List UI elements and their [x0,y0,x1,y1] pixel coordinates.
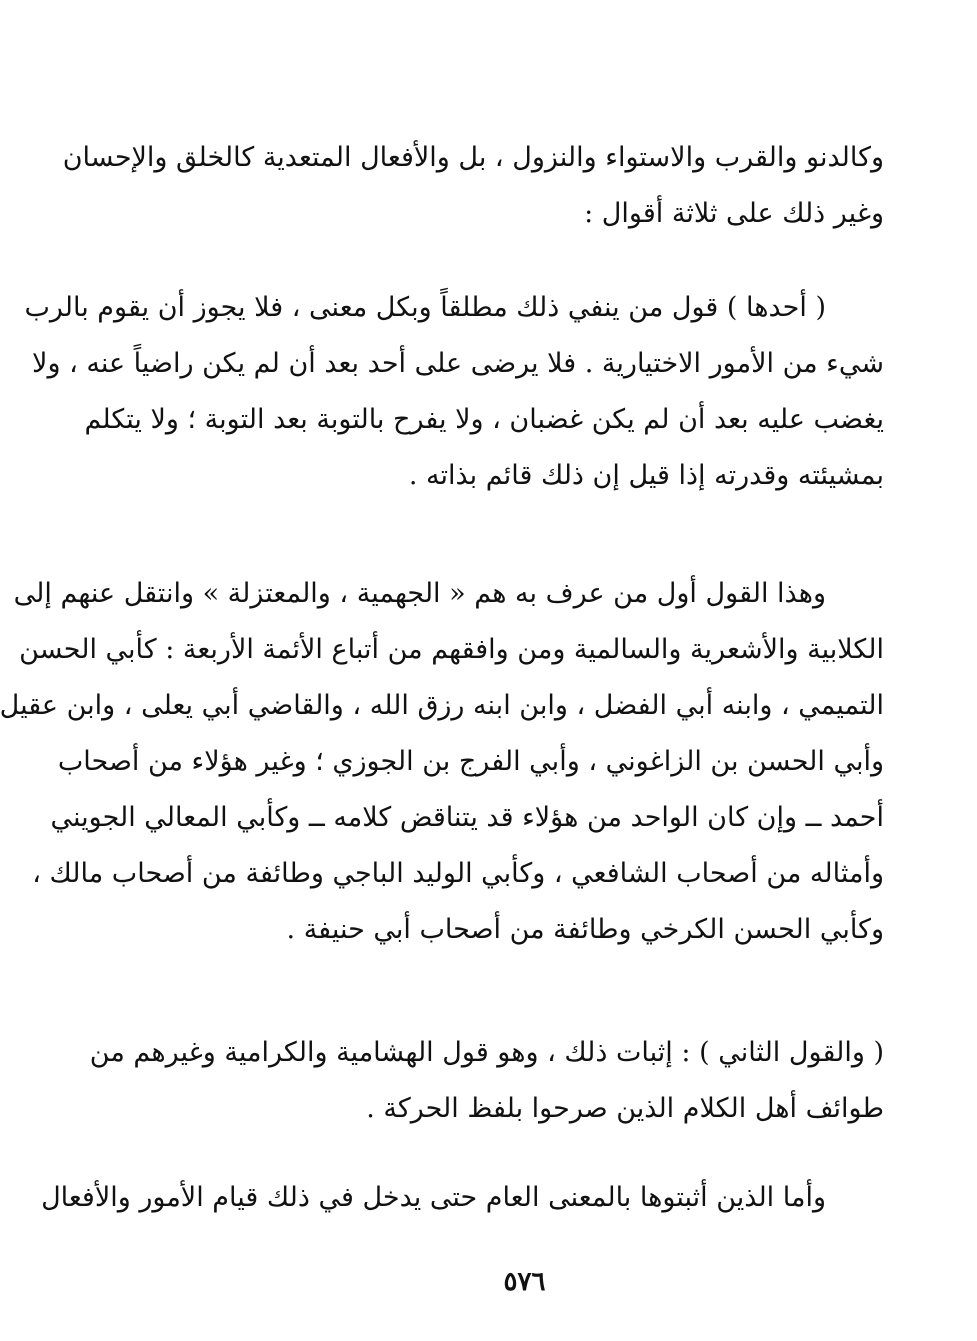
paragraph-2 [24,280,884,504]
text-line: وغير ذلك على ثلاثة أقوال : [584,198,884,229]
text-line: ( أحدها ) قول من ينفي ذلك مطلقاً وبكل معنى ، فلا يجوز أن يقوم بالرب [24,292,826,323]
text-line: ( والقول الثاني ) : إثبات ذلك ، وهو قول الهشامية والكرامية وغيرهم من [89,1037,884,1068]
text-line: طوائف أهل الكلام الذين صرحوا بلفظ الحركة . [366,1093,884,1124]
text-line: بمشيئته وقدرته إذا قيل إن ذلك قائم بذاته . [408,460,884,491]
paragraph-5 [41,1170,884,1226]
text-line: شيء من الأمور الاختيارية . فلا يرضى على أحد بعد أن لم يكن راضياً عنه ، ولا [32,348,884,379]
text-line: وهذا القول أول من عرف به هم « الجهمية ، والمعتزلة » وانتقل عنهم إلى [13,578,826,609]
text-line: أحمد ــ وإن كان الواحد من هؤلاء قد يتناقض كلامه ــ وكأبي المعالي الجويني [50,802,884,833]
text-line: وأما الذين أثبتوها بالمعنى العام حتى يدخل في ذلك قيام الأمور والأفعال [41,1182,826,1213]
page-number: ٥٧٦ [503,1267,546,1297]
text-line: وكأبي الحسن الكرخي وطائفة من أصحاب أبي حنيفة . [286,914,884,945]
text-line: التميمي ، وابنه أبي الفضل ، وابن ابنه رزق الله ، والقاضي أبي يعلى ، وابن عقيل [0,690,884,721]
text-line: يغضب عليه بعد أن لم يكن غضبان ، ولا يفرح بالتوبة بعد التوبة ؛ ولا يتكلم [84,404,884,435]
text-line: وأمثاله من أصحاب الشافعي ، وكأبي الوليد الباجي وطائفة من أصحاب مالك ، [32,858,884,889]
paragraph-1 [62,130,884,242]
text-line: وكالدنو والقرب والاستواء والنزول ، بل والأفعال المتعدية كالخلق والإحسان [62,142,884,173]
text-line: الكلابية والأشعرية والسالمية ومن وافقهم من أتباع الأئمة الأربعة : كأبي الحسن [19,634,884,665]
text-line: وأبي الحسن بن الزاغوني ، وأبي الفرج بن الجوزي ؛ وغير هؤلاء من أصحاب [57,746,884,777]
paragraph-4 [89,1025,884,1137]
paragraph-3 [0,566,884,958]
